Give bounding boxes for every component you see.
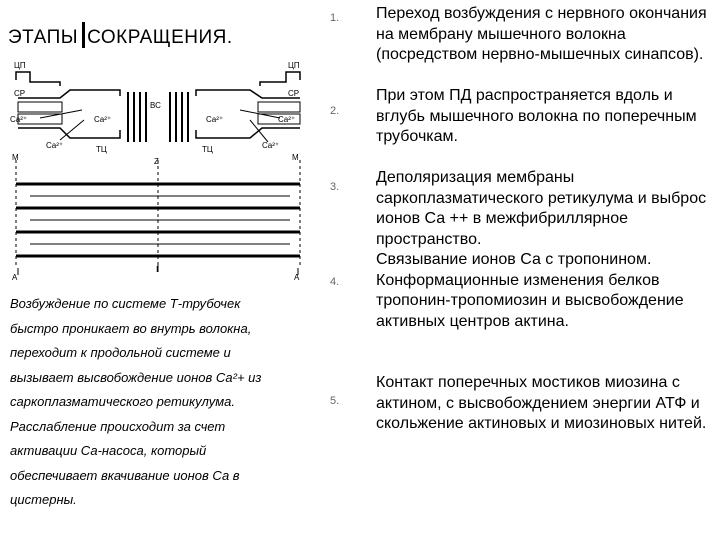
membrane-left <box>16 72 60 86</box>
ca-arrow-2 <box>60 120 84 140</box>
step-text-4: Связывание ионов Са с тропонином. Конформационные изменения белков тропонин-тропомиозин и высвобождение активных центров актина. <box>376 251 684 330</box>
caption-line: активации Са-насоса, который <box>10 443 207 458</box>
step-text-5: Контакт поперечных мостиков миозина с актином, с высвобождением энергии АТФ и скольжение актиновых и миозиновых нитей. <box>376 374 707 432</box>
label-m-left: М <box>12 153 19 162</box>
caption <box>10 292 330 513</box>
label-m-right: М <box>292 153 299 162</box>
ca-arrow-4 <box>250 120 268 142</box>
label-sr-right: СР <box>288 89 300 98</box>
steps-list <box>376 4 716 435</box>
sarcomere-diagram <box>0 0 330 290</box>
label-ca-1: Ca²⁺ <box>10 115 28 124</box>
label-tc-right: ТЦ <box>202 145 213 154</box>
label-sr-left: СР <box>14 89 26 98</box>
label-cp-left: ЦП <box>14 61 26 70</box>
cistern-box-right-top <box>258 102 300 112</box>
step-number-3: 3. <box>330 181 340 193</box>
label-ca-6: Ca²⁺ <box>262 141 280 150</box>
caption-line: саркоплазматического ретикулума. <box>10 394 235 409</box>
step-text-3: Деполяризация мембраны саркоплазматического ретикулума и выброс ионов Са ++ в межфибриллярное пространство. <box>376 169 707 248</box>
caption-line: вызывает высвобождение ионов Са²+ из <box>10 369 262 385</box>
caption-line: Возбуждение по системе Т-трубочек <box>10 296 241 311</box>
label-z: Z <box>154 157 159 166</box>
cistern-box-left-top <box>18 102 62 112</box>
step-text-1: Переход возбуждения с нервного окончания на мембрану мышечного волокна (посредством нервно-мышечных синапсов). <box>376 5 707 63</box>
label-cp-right: ЦП <box>288 61 300 70</box>
label-bc: ВС <box>150 101 161 110</box>
title-right: СОКРАЩЕНИЯ. <box>87 27 233 48</box>
label-a-right: A <box>294 273 300 282</box>
label-a-left: A <box>12 273 18 282</box>
title-left: ЭТАПЫ <box>8 27 79 48</box>
step-number-4: 4. <box>330 276 340 288</box>
label-ca-2: Ca²⁺ <box>94 115 112 124</box>
label-ca-4: Ca²⁺ <box>278 115 296 124</box>
caption-line: быстро проникает во внутрь волокна, <box>10 320 252 336</box>
step-number-2: 2. <box>330 105 340 117</box>
label-ca-3: Ca²⁺ <box>206 115 224 124</box>
caption-line: Расслабление происходит за счет <box>10 418 226 434</box>
t-tubule-center <box>128 92 188 142</box>
membrane-right <box>260 72 300 86</box>
label-i: I <box>156 265 159 274</box>
caption-line: цистерны. <box>10 492 77 507</box>
label-ca-5: Ca²⁺ <box>46 141 64 150</box>
label-tc-left: ТЦ <box>96 145 107 154</box>
step-number-5: 5. <box>330 395 340 407</box>
step-text-2: При этом ПД распространяется вдоль и вглубь мышечного волокна по поперечным трубочкам. <box>376 87 697 145</box>
caption-line: переходит к продольной системе и <box>10 345 231 360</box>
caption-line: обеспечивает вкачивание ионов Са в <box>10 467 240 483</box>
step-number-1: 1. <box>330 12 340 24</box>
